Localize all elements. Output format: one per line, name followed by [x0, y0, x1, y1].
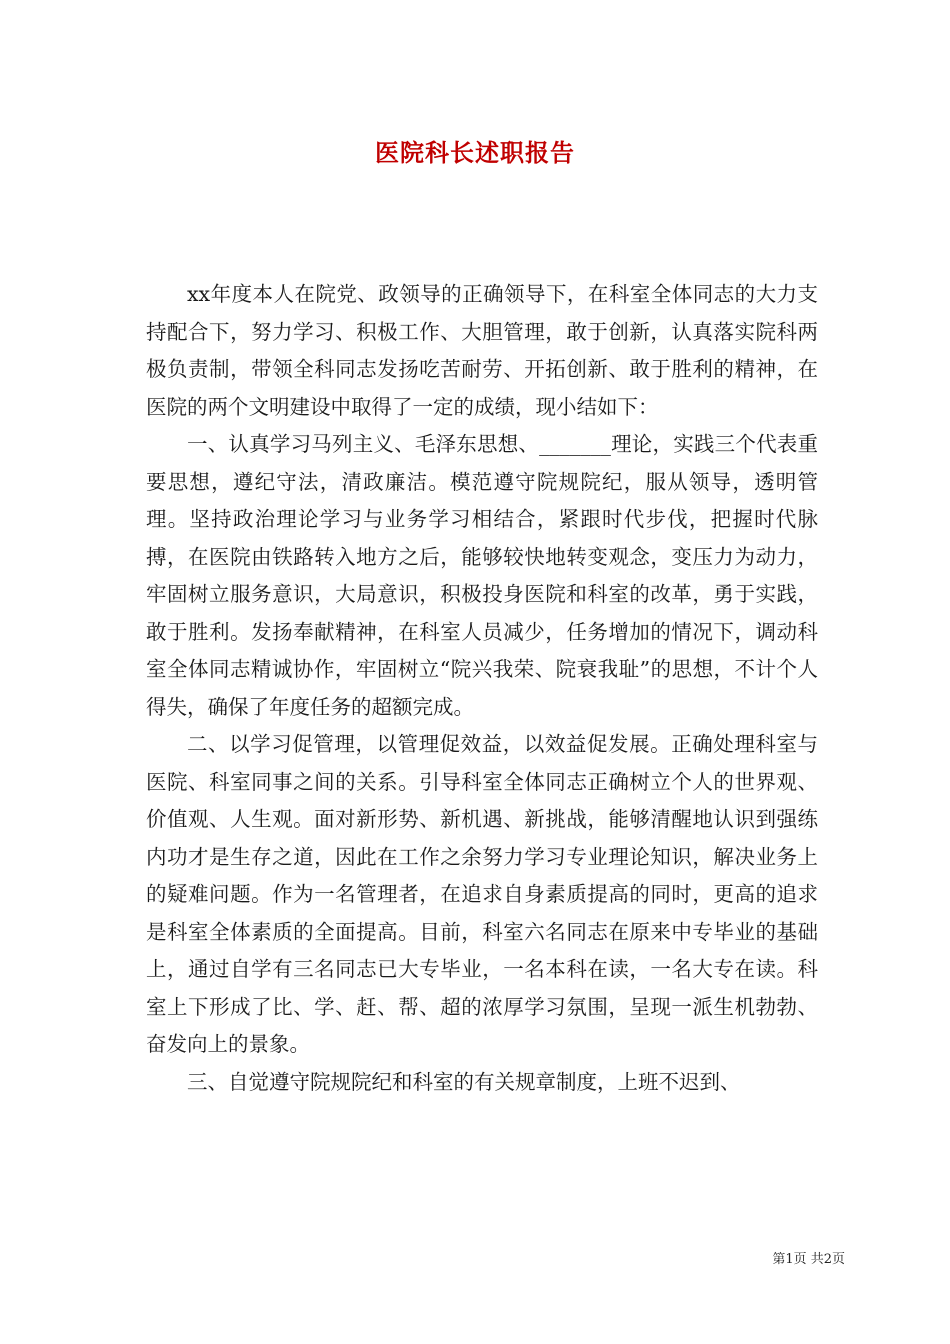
document-body — [146, 276, 818, 1101]
paragraph-intro: xx年度本人在院党、政领导的正确领导下，在科室全体同志的大力支持配合下，努力学习、积极工作、大胆管理，敢于创新，认真落实院科两极负责制，带领全科同志发扬吃苦耐劳、开拓创新、敢于胜利的精神，在医院的两个文明建设中取得了一定的成绩，现小结如下： — [146, 282, 818, 419]
page-number-footer: 第1页 共2页 — [772, 1252, 845, 1267]
paragraph-section-2: 二、以学习促管理，以管理促效益，以效益促发展。正确处理科室与医院、科室同事之间的关系。引导科室全体同志正确树立个人的世界观、价值观、人生观。面对新形势、新机遇、新挑战，能够清醒地认识到强练内功才是生存之道，因此在工作之余努力学习专业理论知识，解决业务上的疑难问题。作为一名管理者，在追求自身素质提高的同时，更高的追求是科室全体素质的全面提高。目前，科室六名同志在原来中专毕业的基础上，通过自学有三名同志已大专毕业，一名本科在读，一名大专在读。科室上下形成了比、学、赶、帮、超的浓厚学习氛围，呈现一派生机勃勃、奋发向上的景象。 — [146, 732, 818, 1056]
document-title: 医院科长述职报告 — [375, 138, 575, 167]
paragraph-section-1: 一、认真学习马列主义、毛泽东思想、_______理论，实践三个代表重要思想，遵纪守法，清政廉洁。模范遵守院规院纪，服从领导，透明管理。坚持政治理论学习与业务学习相结合，紧跟时代步伐，把握时代脉搏，在医院由铁路转入地方之后，能够较快地转变观念，变压力为动力，牢固树立服务意识，大局意识，积极投身医院和科室的改革，勇于实践，敢于胜利。发扬奉献精神，在科室人员减少，任务增加的情况下，调动科室全体同志精诚协作，牢固树立“院兴我荣、院衰我耻”的思想，不计个人得失，确保了年度任务的超额完成。 — [146, 432, 818, 719]
paragraph-section-3: 三、自觉遵守院规院纪和科室的有关规章制度，上班不迟到、 — [187, 1069, 741, 1094]
